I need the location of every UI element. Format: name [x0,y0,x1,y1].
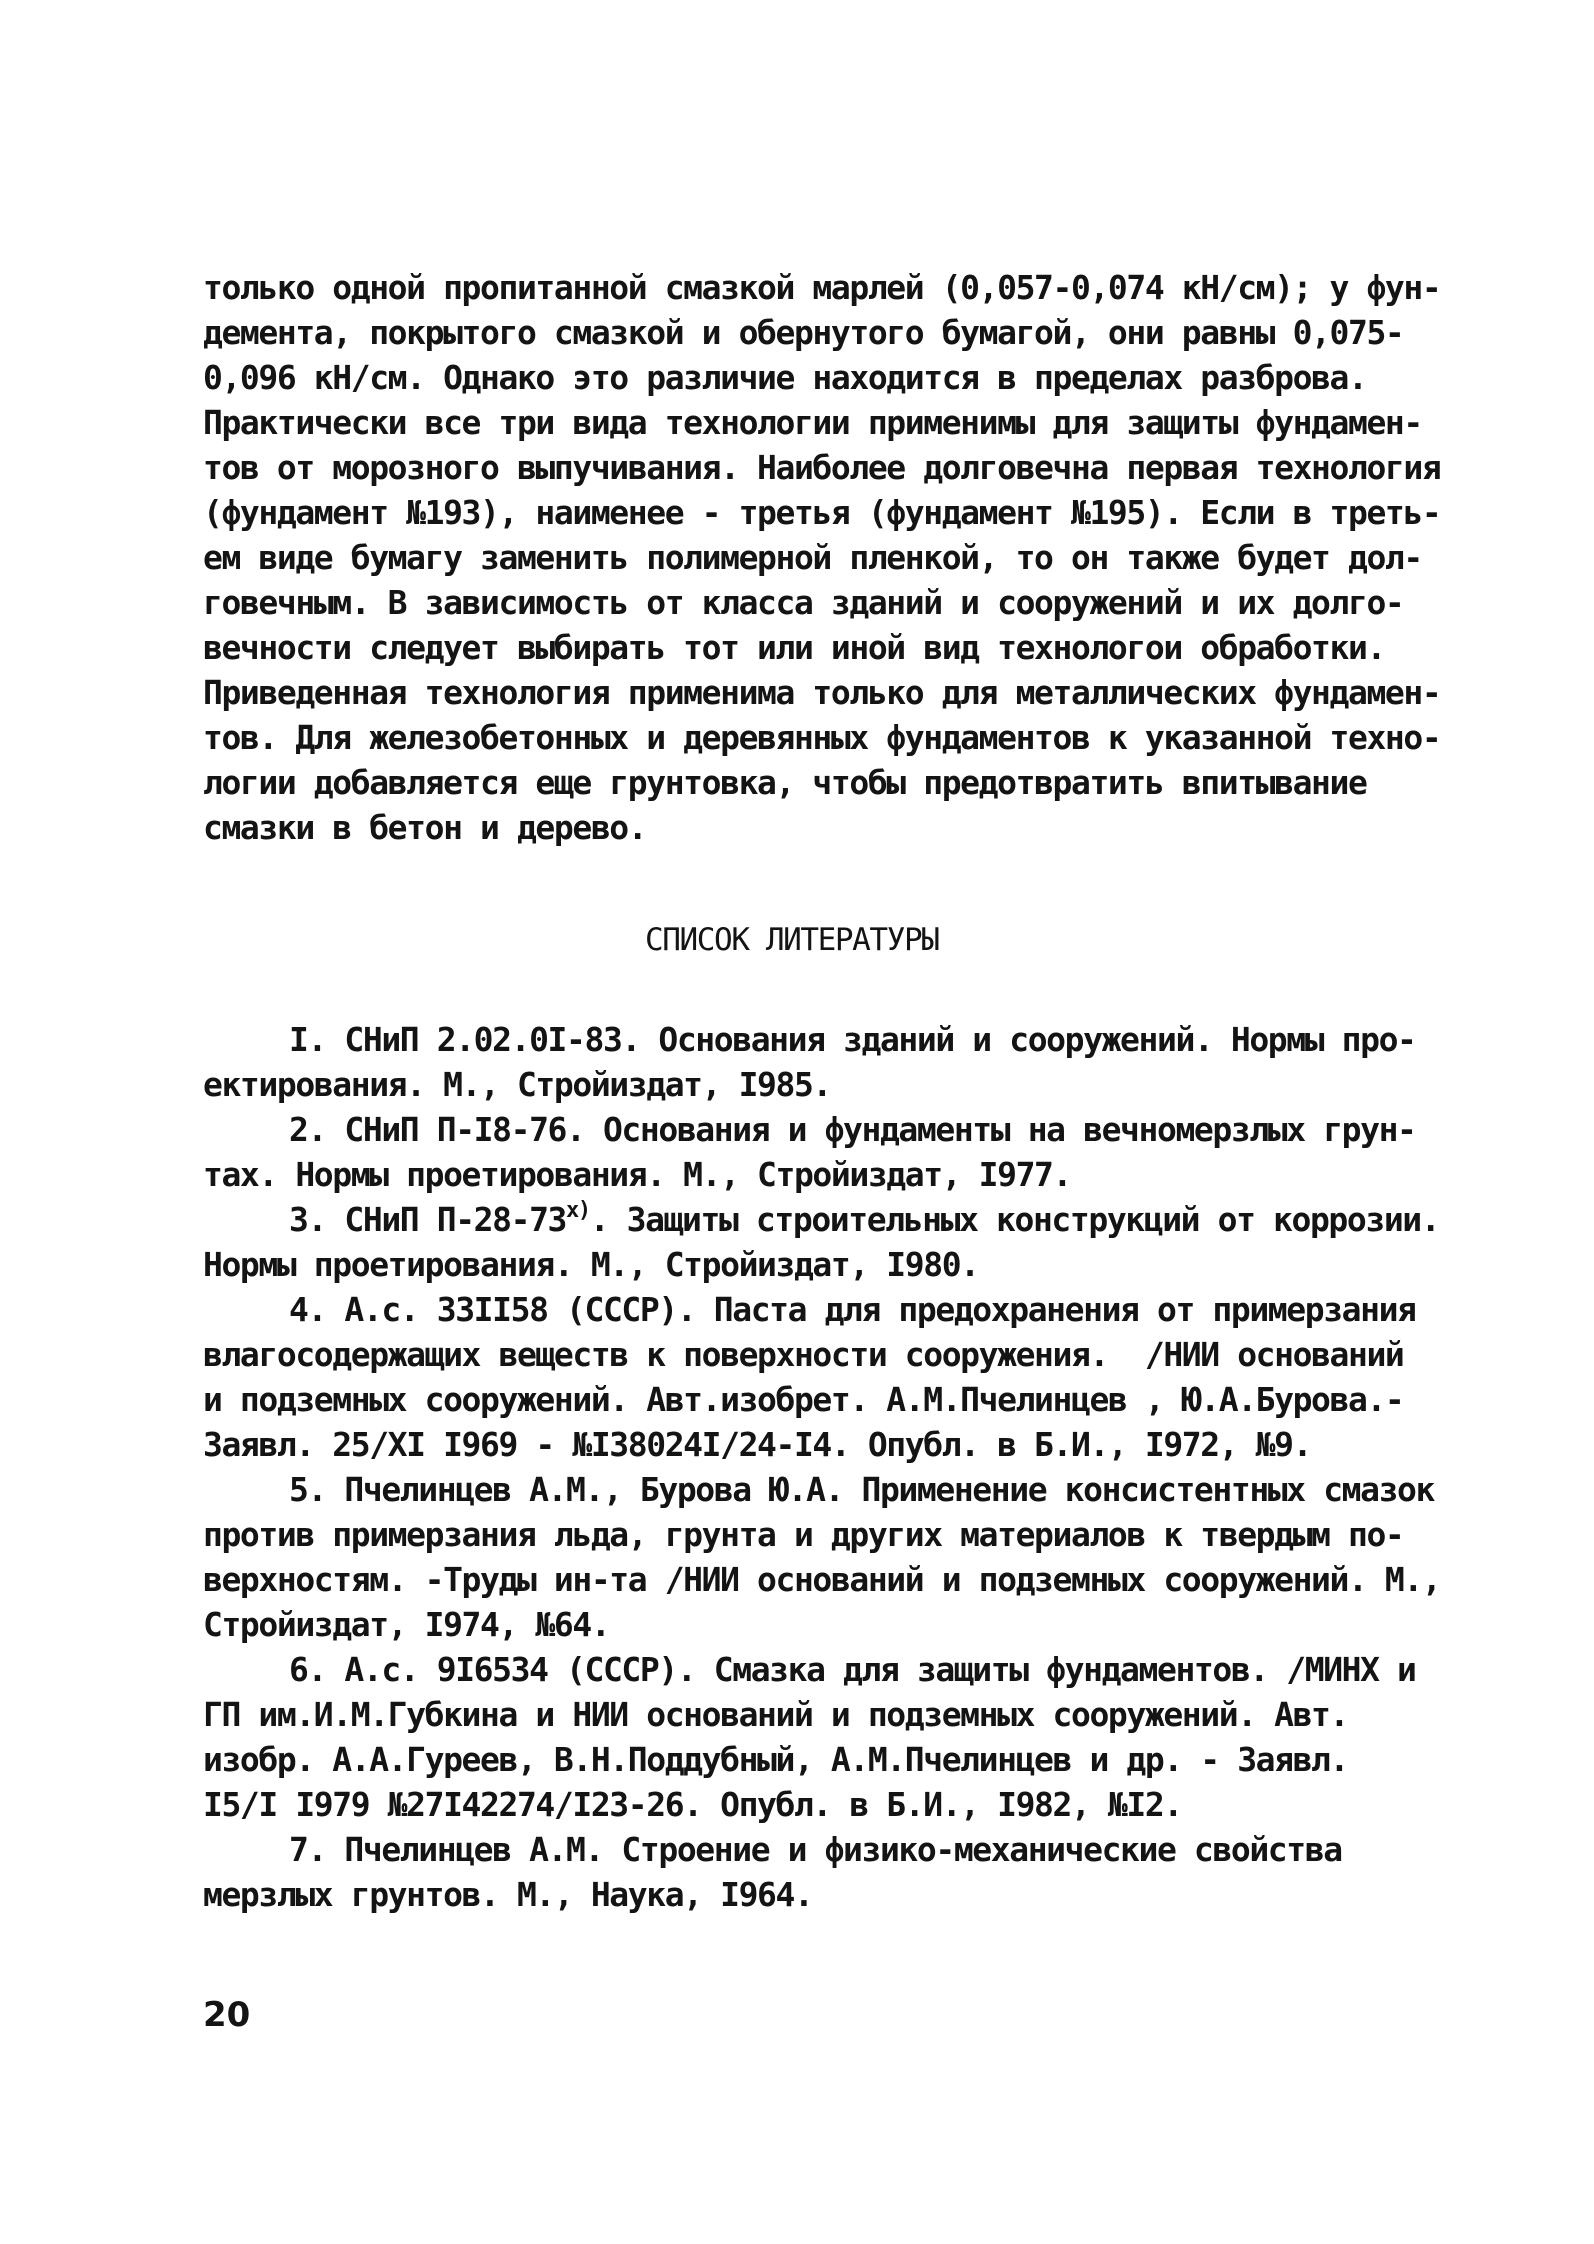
text-line: говечным. В зависимость от класса зданий и сооружений и их долго- [203,583,1404,622]
reference-line: ГП им.И.М.Губкина и НИИ оснований и подземных сооружений. Авт. [203,1695,1348,1734]
references-heading: СПИСОК ЛИТЕРАТУРЫ [645,922,939,958]
reference-line: мерзлых грунтов. М., Наука, I964. [203,1875,813,1914]
reference-line: I. СНиП 2.02.0I-83. Основания зданий и сооружений. Нормы про- [289,1020,1416,1059]
text-line: смазки в бетон и дерево. [203,808,647,847]
reference-line: влагосодержащих веществ к поверхности сооружения. /НИИ оснований [203,1335,1404,1374]
text-line: 0,096 кН/см. Однако это различие находится в пределах разброва. [203,358,1367,397]
reference-line: Заявл. 25/XI I969 - №I38024I/24-I4. Опубл. в Б.И., I972, №9. [203,1425,1312,1464]
text-line: логии добавляется еще грунтовка, чтобы предотвратить впитывание [203,763,1367,802]
text-line: вечности следует выбирать тот или иной вид технологои обработки. [203,628,1385,667]
text-line: тов. Для железобетонных и деревянных фундаментов к указанной техно- [203,718,1441,757]
reference-line: 6. А.с. 9I6534 (СССР). Смазка для защиты фундаментов. /МИНХ и [289,1650,1416,1689]
text-line: тов от морозного выпучивания. Наиболее долговечна первая технология [203,448,1441,487]
page-number: 20 [203,1995,251,2035]
reference-text: 3. СНиП П-28-73 [289,1200,567,1239]
reference-line: 2. СНиП П-I8-76. Основания и фундаменты на вечномерзлых грун- [289,1110,1416,1149]
reference-line: 7. Пчелинцев А.М. Строение и физико-механические свойства [289,1830,1342,1869]
reference-line: против примерзания льда, грунта и других материалов к твердым по- [203,1515,1404,1554]
text-line: ем виде бумагу заменить полимерной пленкой, то он также будет дол- [203,538,1422,577]
text-line: только одной пропитанной смазкой марлей (0,057-0,074 кН/см); у фун- [203,268,1441,307]
reference-line: тах. Нормы проетирования. М., Стройиздат, I977. [203,1155,1071,1194]
reference-line: 5. Пчелинцев А.М., Бурова Ю.А. Применение консистентных смазок [289,1470,1434,1509]
reference-text: . Защиты строительных конструкций от коррозии. [589,1200,1440,1239]
reference-line: ектирования. М., Стройиздат, I985. [203,1065,831,1104]
text-line: (фундамент №193), наименее - третья (фундамент №195). Если в треть- [203,493,1441,532]
reference-line: Нормы проетирования. М., Стройиздат, I980. [203,1245,979,1284]
reference-line: изобр. А.А.Гуреев, В.Н.Поддубный, А.М.Пчелинцев и др. - Заявл. [203,1740,1348,1779]
reference-line: Стройиздат, I974, №64. [203,1605,610,1644]
reference-line: и подземных сооружений. Авт.изобрет. А.М.Пчелинцев , Ю.А.Бурова.- [203,1380,1404,1419]
reference-line: верхностям. -Труды ин-та /НИИ оснований и подземных сооружений. М., [203,1560,1441,1599]
reference-line: 4. А.с. 33II58 (СССР). Паста для предохранения от примерзания [289,1290,1416,1329]
text-line: Практически все три вида технологии применимы для защиты фундамен- [203,403,1422,442]
text-line: Приведенная технология применима только для металлических фундамен- [203,673,1441,712]
reference-line: I5/I I979 №27I42274/I23-26. Опубл. в Б.И., I982, №I2. [203,1785,1182,1824]
text-line: демента, покрытого смазкой и обернутого бумагой, они равны 0,075- [203,313,1404,352]
reference-line [289,1198,1439,1247]
footnote-marker: х) [566,1198,590,1223]
